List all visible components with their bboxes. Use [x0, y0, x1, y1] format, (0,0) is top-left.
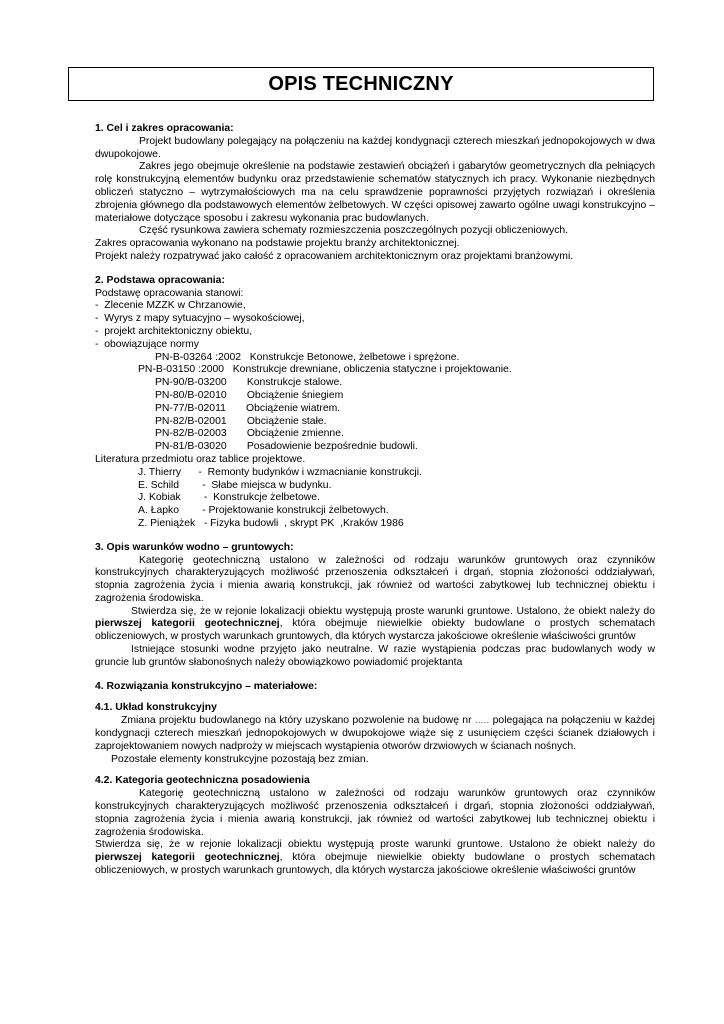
- s2-norms-list: [95, 352, 655, 454]
- s42-paragraph-1: Kategorię geotechniczną ustalono w zależności od rodzaju warunków gruntowych oraz czynników konstrukcyjnych charakteryzujących możliwość przenoszenia odkształceń i drgań, stopnia złożoności oddziaływań, stopnia zagrożenia życia i mienia awarią konstrukcji, jak również od wartości zabytkowej lub technicznej obiektu i zagrożenia środowiska.: [95, 788, 655, 838]
- s41-paragraph-1: [95, 715, 655, 753]
- s42-text-a: Stwierdza się, że w rejonie lokalizacji obiektu występują proste warunki gruntowe. Ustalono że obiekt należy do: [95, 839, 655, 851]
- norm-item: PN-82/B-02003 Obciążenie zmienne.: [155, 428, 344, 440]
- s1-paragraph-2: Zakres jego obejmuje określenie na podstawie zestawień obciążeń i gabarytów geometrycznych dla pełniących rolę konstrukcyjną elementów budynku oraz przedstawienie schematów statycznych ich pracy. Wykonanie niezbędnych obliczeń statyczno – wytrzymałościowych ma na celu sprawdzenie poprawności przyjętych rozwiązań i określenia zbrojenia głównego dla podstawowych elementów żelbetowych. W części opisowej zawarto ogólne uwagi konstrukcyjno – materiałowe dotyczące sposobu i zakresu wykonania prac budowlanych.: [95, 161, 655, 224]
- s1-paragraph-1: Projekt budowlany polegający na połączeniu na każdej kondygnacji czterech mieszkań jednopokojowych w dwa dwupokojowe.: [95, 135, 655, 160]
- s41-text-a: Zmiana projektu budowlanego na który uzyskano pozwolenie na budowę nr: [121, 715, 475, 727]
- list-item: - Wyrys z mapy sytuacyjno – wysokościowej,: [95, 313, 305, 325]
- literature-item: E. Schild - Słabe miejsca w budynku.: [138, 479, 332, 491]
- s1-paragraph-4: Zakres opracowania wykonano na podstawie projektu branży architektonicznej.: [95, 238, 460, 250]
- norm-item: PN-80/B-02010 Obciążenie śniegiem: [155, 389, 344, 401]
- norm-item: PN-77/B-02011 Obciążenie wiatrem.: [155, 402, 341, 414]
- s3-p2-text-c: , która obejmuje niewielkie obiekty budowlane o prostych schematach obliczeniowych, w prostych warunkach gruntowych, dla których wystarcza jakościowe określenie właściwości gruntów: [95, 618, 655, 643]
- section-1-heading: 1. Cel i zakres opracowania:: [95, 123, 234, 134]
- norm-item: PN-90/B-03200 Konstrukcje stalowe.: [155, 377, 343, 389]
- s2-literature-intro: Literatura przedmiotu oraz tablice projektowe.: [95, 453, 306, 465]
- s42-bold: pierwszej kategorii geotechnicznej: [95, 852, 280, 864]
- s3-p2-text-a: Stwierdza się, że w rejonie lokalizacji obiektu występują proste warunki gruntowe. Ustalono, że obiekt należy do: [131, 605, 655, 617]
- literature-item: J. Kobiak - Konstrukcje żelbetowe.: [138, 492, 320, 504]
- s1-paragraph-3: Część rysunkowa zawiera schematy rozmieszczenia poszczególnych pozycji obliczeniowych.: [139, 225, 569, 237]
- document-body: [95, 123, 655, 878]
- literature-item: Z. Pieniążek - Fizyka budowli , skrypt PK ,Kraków 1986: [138, 517, 404, 529]
- section-2-heading: 2. Podstawa opracowania:: [95, 274, 225, 286]
- s42-text-c: , która obejmuje niewielkie obiekty budowlane o prostych schematach obliczeniowych, w prostych warunkach gruntowych, dla których wystarcza jakościowe określenie właściwości gruntów: [95, 852, 655, 877]
- list-item: - projekt architektoniczny obiektu,: [95, 325, 253, 337]
- section-4-2-heading: 4.2. Kategoria geotechniczna posadowienia: [95, 775, 310, 787]
- title-box: [68, 67, 654, 101]
- s3-paragraph-2: [95, 606, 655, 644]
- s41-placeholder-dots: .....: [474, 715, 490, 727]
- s3-paragraph-1: Kategorię geotechniczną ustalono w zależności od rodzaju warunków gruntowych oraz czynników konstrukcyjnych charakteryzujących możliwość przenoszenia odkształceń i drgań, stopnia złożoności oddziaływań, stopnia zagrożenia życia i mienia awarią konstrukcji, jak również od wartości zabytkowej lub technicznej obiektu i zagrożenia środowiska.: [95, 554, 655, 604]
- s1-paragraph-5: Projekt należy rozpatrywać jako całość z opracowaniem architektonicznym oraz projektami branżowymi.: [95, 250, 574, 262]
- s42-paragraph-2: [95, 839, 655, 877]
- s2-basis-list: [95, 300, 655, 351]
- s2-intro: Podstawę opracowania stanowi:: [95, 287, 244, 299]
- section-4-heading: 4. Rozwiązania konstrukcyjno – materiałowe:: [95, 680, 318, 692]
- s3-paragraph-3: Istniejące stosunki wodne przyjęto jako neutralne. W razie wystąpienia podczas prac budowlanych wody w gruncie lub gruntów słabonośnych należy obowiązkowo powiadomić projektanta: [95, 644, 655, 668]
- list-item: - Zlecenie MZZK w Chrzanowie,: [95, 300, 246, 312]
- s41-text-b: polegająca na połączeniu w każdej kondygnacji czterech mieszkań jednopokojowych w dwupokojowe wiąże się z usunięciem części ścianek działowych i zaprojektowaniem nowych nadproży w miejscach wystąpienia otworów drzwiowych w ścianach nośnych.: [95, 715, 655, 752]
- section-4-1-heading: 4.1. Układ konstrukcyjny: [95, 702, 217, 714]
- s3-p2-bold: pierwszej kategorii geotechnicznej: [95, 618, 280, 630]
- norm-item: PN-B-03264 :2002 Konstrukcje Betonowe, żelbetowe i sprężone.: [155, 351, 460, 363]
- list-item: - obowiązujące normy: [95, 338, 199, 350]
- s2-literature-list: [95, 467, 655, 531]
- page-title: OPIS TECHNICZNY: [268, 72, 454, 95]
- section-3-heading: 3. Opis warunków wodno – gruntowych:: [95, 541, 294, 553]
- norm-item: PN-B-03150 :2000 Konstrukcje drewniane, obliczenia statyczne i projektowanie.: [138, 364, 512, 376]
- literature-item: J. Thierry - Remonty budynków i wzmacnianie konstrukcji.: [138, 466, 422, 478]
- norm-item: PN-82/B-02001 Obciążenie stałe.: [155, 415, 327, 427]
- s41-paragraph-2: Pozostałe elementy konstrukcyjne pozostają bez zmian.: [111, 753, 369, 765]
- norm-item: PN-81/B-03020 Posadowienie bezpośrednie budowli.: [155, 441, 418, 453]
- literature-item: A. Łapko - Projektowanie konstrukcji żelbetowych.: [138, 505, 389, 517]
